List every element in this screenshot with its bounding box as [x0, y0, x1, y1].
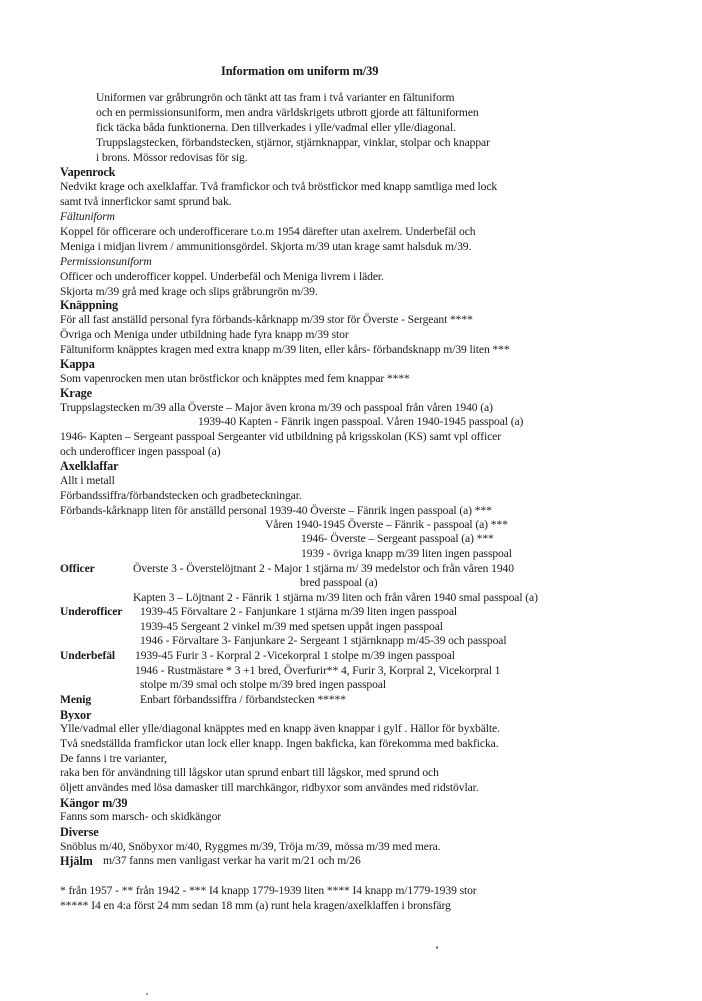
- officer-line: Överste 3 - Överstelöjtnant 2 - Major 1 stjärna m/ 39 medelstor och från våren 1940: [133, 562, 514, 575]
- vapenrock-line: Nedvikt krage och axelklaffar. Två framfickor och två bröstfickor med knapp samtliga med lock: [60, 180, 498, 193]
- axelklaffar-line: Allt i metall: [60, 474, 115, 487]
- underbefal-line: stolpe m/39 smal och stolpe m/39 bred ingen passpoal: [140, 678, 386, 691]
- officer-line: Kapten 3 – Löjtnant 2 - Fänrik 1 stjärna m/39 liten och från våren 1940 smal passpoal (a): [133, 591, 538, 604]
- intro-line: fick täcka båda funktionerna. Den tillverkades i ylle/vadmal eller ylle/diagonal.: [96, 121, 456, 134]
- hjalm-text: m/37 fanns men vanligast verkar ha varit m/21 och m/26: [103, 854, 361, 867]
- axelklaffar-line: Våren 1940-1945 Överste – Fänrik - passpoal (a) ***: [265, 518, 508, 531]
- byxor-line: Två snedställda framfickor utan lock eller knapp. Ingen bakficka, kan förekomma med bakficka.: [60, 737, 499, 750]
- kappa-line: Som vapenrocken men utan bröstfickor och knäpptes med fem knappar ****: [60, 372, 410, 385]
- label-hjalm: Hjälm: [60, 854, 93, 868]
- axelklaffar-line: 1946- Överste – Sergeant passpoal (a) ***: [301, 532, 494, 545]
- underofficer-line: 1939-45 Sergeant 2 vinkel m/39 med spetsen uppåt ingen passpoal: [140, 620, 443, 633]
- byxor-line: De fanns i tre varianter,: [60, 752, 167, 765]
- intro-line: Truppslagstecken, förbandstecken, stjärnor, stjärnknappar, vinklar, stolpar och knappar: [96, 136, 490, 149]
- intro-line: och en permissionsuniform, men andra världskrigets utbrott gjorde att fältuniformen: [96, 106, 479, 119]
- label-officer: Officer: [60, 562, 95, 575]
- footnote-line: * från 1957 - ** från 1942 - *** I4 knapp 1779-1939 liten **** I4 knapp m/1779-1939 stor: [60, 884, 477, 897]
- officer-line: bred passpoal (a): [300, 576, 378, 589]
- intro-line: Uniformen var gråbrungrön och tänkt att tas fram i två varianter en fältuniform: [96, 91, 455, 104]
- document-title: Information om uniform m/39: [221, 64, 379, 78]
- intro-line: i brons. Mössor redovisas för sig.: [96, 151, 248, 164]
- heading-byxor: Byxor: [60, 708, 92, 722]
- menig-text: Enbart förbandssiffra / förbandstecken *****: [140, 693, 346, 706]
- perm-line: Officer och underofficer koppel. Underbefäl och Meniga livrem i läder.: [60, 270, 384, 283]
- underofficer-line: 1946 - Förvaltare 3- Fanjunkare 2- Sergeant 1 stjärnknapp m/45-39 och passpoal: [140, 634, 507, 647]
- heading-vapenrock: Vapenrock: [60, 165, 116, 179]
- knappning-line: För all fast anställd personal fyra förbands-kårknapp m/39 stor för Överste - Sergeant ****: [60, 313, 473, 326]
- axelklaffar-line: Förbands-kårknapp liten för anställd personal 1939-40 Överste – Fänrik ingen passpoal (a) ***: [60, 504, 492, 517]
- heading-krage: Krage: [60, 386, 92, 400]
- byxor-line: raka ben för användning till lågskor utan sprund enbart till lågskor, med sprund och: [60, 766, 439, 779]
- heading-axelklaffar: Axelklaffar: [60, 459, 119, 473]
- krage-line: och underofficer ingen passpoal (a): [60, 445, 221, 458]
- subheading-permissionsuniform: Permissionsuniform: [60, 255, 152, 268]
- heading-kappa: Kappa: [60, 357, 95, 371]
- byxor-line: Ylle/vadmal eller ylle/diagonal knäpptes med en knapp även knappar i gylf . Hällor för byxbälte.: [60, 722, 500, 735]
- label-menig: Menig: [60, 693, 92, 706]
- krage-line: 1946- Kapten – Sergeant passpoal Sergeanter vid utbildning på krigsskolan (KS) samt vpl officer: [60, 430, 501, 443]
- label-underbefal: Underbefäl: [60, 649, 116, 662]
- footnote-line: ***** I4 en 4:a först 24 mm sedan 18 mm (a) runt hela kragen/axelklaffen i bronsfärg: [60, 899, 451, 912]
- axelklaffar-line: 1939 - övriga knapp m/39 liten ingen passpoal: [301, 547, 512, 560]
- underbefal-line: 1946 - Rustmästare * 3 +1 bred, Överfurir** 4, Furir 3, Korpral 2, Vicekorpral 1: [135, 664, 501, 677]
- heading-diverse: Diverse: [60, 825, 99, 839]
- byxor-line: öljett användes med lösa damasker till marchkängor, ridbyxor som användes med ridstövlar.: [60, 781, 479, 794]
- knappning-line: Övriga och Meniga under utbildning hade fyra knapp m/39 stor: [60, 328, 349, 341]
- scan-speck: [146, 993, 148, 995]
- heading-knappning: Knäppning: [60, 298, 119, 312]
- vapenrock-line: samt två innerfickor samt sprund bak.: [60, 195, 232, 208]
- heading-kangor: Kängor m/39: [60, 796, 128, 810]
- kangor-line: Fanns som marsch- och skidkängor: [60, 810, 222, 823]
- scan-speck: [436, 946, 438, 949]
- krage-line: Truppslagstecken m/39 alla Överste – Major även krona m/39 och passpoal från våren 1940 (a): [60, 401, 493, 414]
- underofficer-line: 1939-45 Förvaltare 2 - Fanjunkare 1 stjärna m/39 liten ingen passpoal: [140, 605, 458, 618]
- label-underofficer: Underofficer: [60, 605, 123, 618]
- faltuniform-line: Koppel för officerare och underofficerare t.o.m 1954 därefter utan axelrem. Underbefäl och: [60, 225, 476, 238]
- faltuniform-line: Meniga i midjan livrem / ammunitionsgördel. Skjorta m/39 utan krage samt halsduk m/39.: [60, 240, 472, 253]
- underbefal-line: 1939-45 Furir 3 - Korpral 2 -Vicekorpral 1 stolpe m/39 ingen passpoal: [135, 649, 455, 662]
- knappning-line: Fältuniform knäpptes kragen med extra knapp m/39 liten, eller kårs- förbandsknapp m/39 liten ***: [60, 343, 510, 356]
- perm-line: Skjorta m/39 grå med krage och slips gråbrungrön m/39.: [60, 285, 318, 298]
- diverse-line: Snöblus m/40, Snöbyxor m/40, Ryggmes m/39, Tröja m/39, mössa m/39 med mera.: [60, 840, 441, 853]
- krage-line: 1939-40 Kapten - Fänrik ingen passpoal. Våren 1940-1945 passpoal (a): [198, 415, 524, 428]
- axelklaffar-line: Förbandssiffra/förbandstecken och gradbeteckningar.: [60, 489, 302, 502]
- subheading-faltuniform: Fältuniform: [60, 210, 115, 223]
